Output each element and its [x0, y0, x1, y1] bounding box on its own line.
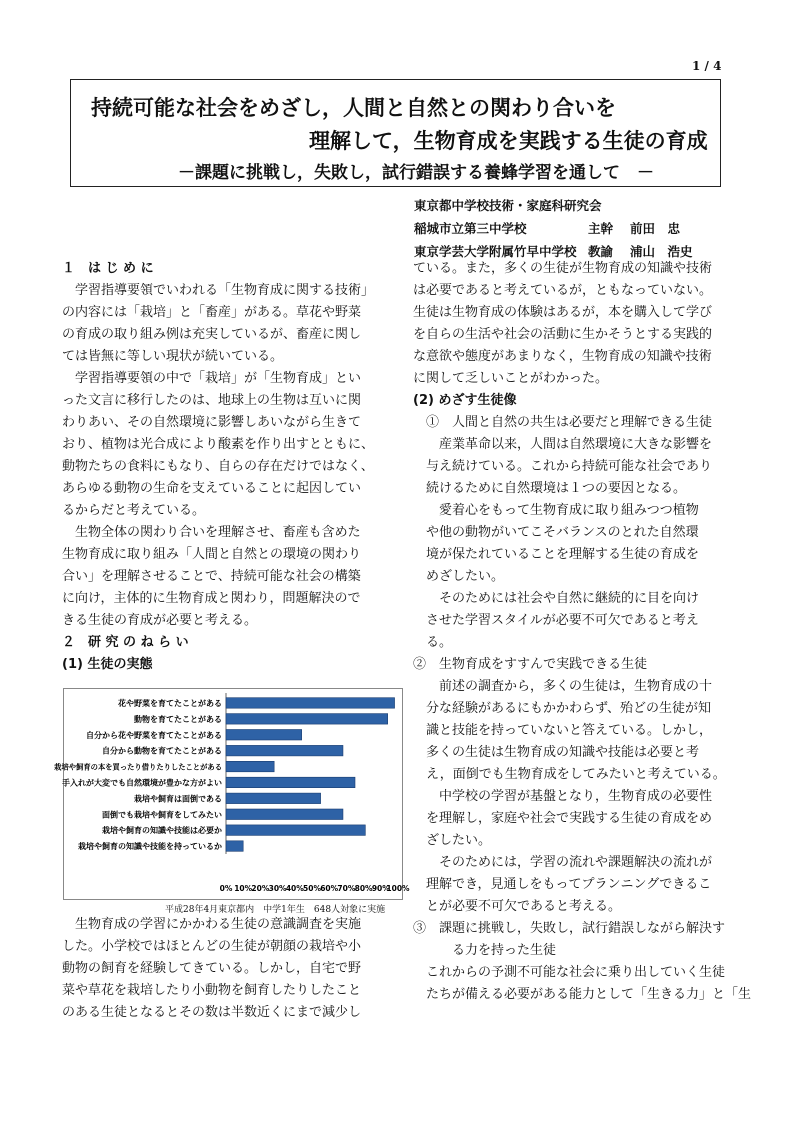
text-line: 識と技能を持っていないと答えている。しかし， — [413, 723, 713, 738]
text-line: あらゆる動物の生命を支えていることに起因してい — [62, 481, 362, 496]
section-heading: ２ 研 究 の ね ら い — [62, 635, 189, 650]
text-line: ② 生物育成をすすんで実践できる生徒 — [413, 657, 648, 672]
bar — [226, 761, 274, 772]
text-line: え，面倒でも生物育成をしてみたいと考えている。 — [413, 767, 726, 782]
text-line: 中学校の学習が基盤となり，生物育成の必要性 — [413, 789, 713, 804]
category-label: 自分から動物を育てたことがある — [102, 746, 222, 756]
text-line: たちが備える必要がある能力として「生きる力」と「生 — [413, 987, 752, 1002]
text-line: 続けるために自然環境は１つの要因となる。 — [413, 481, 687, 496]
bar — [226, 730, 302, 741]
text-line: は必要であると考えているが，ともなっていない。 — [413, 283, 713, 298]
text-line: した。小学校ではほとんどの生徒が朝顔の栽培や小 — [62, 939, 362, 954]
title-box — [70, 79, 721, 187]
text-line: 与え続けている。これから持続可能な社会であり — [413, 459, 713, 474]
text-line: を自らの生活や社会の活動に生かそうとする実践的 — [413, 327, 713, 342]
left-column — [62, 258, 374, 676]
x-tick-label: 50% — [303, 884, 321, 893]
text-line: な意欲や態度があまりなく，生物育成の知識や技術 — [413, 349, 712, 364]
bar — [226, 698, 395, 709]
text-line: の育成の取り組み例は充実しているが、畜産に関し — [62, 327, 362, 342]
section-heading: (2) めざす生徒像 — [413, 393, 517, 408]
section-heading: (1) 生徒の実態 — [62, 657, 153, 672]
x-tick-label: 30% — [268, 884, 287, 893]
left-column-continued — [62, 914, 361, 1024]
category-label: 自分から花や野菜を育てたことがある — [86, 730, 222, 740]
bar — [226, 714, 388, 725]
text-line: や他の動物がいてこそバランスのとれた自然環 — [413, 525, 699, 540]
category-label: 栽培や飼育は面倒である — [134, 794, 222, 804]
author-role: 教諭 — [588, 244, 614, 259]
text-line: おり、植物は光合成により酸素を作り出すとともに、 — [62, 437, 375, 452]
text-line: る。 — [413, 635, 453, 650]
text-line: 学習指導要領の中で「栽培」が「生物育成」とい — [62, 371, 362, 386]
text-line: これからの予測不可能な社会に乗り出していく生徒 — [413, 965, 726, 980]
text-line: ③ 課題に挑戦し，失敗し，試行錯誤しながら解決す — [413, 921, 726, 936]
x-tick-label: 10% — [234, 884, 253, 893]
text-line: ては皆無に等しい現状が続いている。 — [62, 349, 284, 364]
text-line: を理解し，家庭や社会で実践する生徒の育成をめ — [413, 811, 713, 826]
text-line: 前述の調査から，多くの生徒は，生物育成の十 — [413, 679, 713, 694]
right-column — [413, 258, 751, 1006]
text-line: ざしたい。 — [413, 833, 492, 848]
text-line: 生物育成に取り組み「人間と自然との環境の関わり — [62, 547, 362, 562]
author-row-1 — [414, 219, 724, 237]
text-line: 生物全体の関わり合いを理解させ、畜産も含めた — [62, 525, 361, 540]
x-tick-label: 40% — [285, 884, 304, 893]
x-tick-label: 90% — [371, 884, 390, 893]
x-tick-label: 20% — [251, 884, 270, 893]
title-line-1: 持続可能な社会をめざし，人間と自然との関わり合いを — [91, 96, 616, 120]
text-line: ている。また，多くの生徒が生物育成の知識や技術 — [413, 261, 713, 276]
category-label: 動物を育てたことがある — [134, 714, 222, 724]
text-line: るからだと考えている。 — [62, 503, 206, 518]
text-line: る力を持った生徒 — [413, 943, 557, 958]
x-tick-label: 100% — [386, 884, 410, 893]
x-tick-label: 0% — [219, 884, 233, 893]
subtitle: －課題に挑戦し，失敗し，試行錯誤する養蜂学習を通して － — [178, 163, 654, 183]
bar — [226, 841, 243, 852]
chart-caption: 平成28年4月東京都内 中学1年生 648人対象に実施 — [165, 905, 386, 915]
text-line: そのためには，学習の流れや課題解決の流れが — [413, 855, 713, 870]
author-role: 主幹 — [588, 221, 614, 236]
author-school: 東京学芸大学附属竹早中学校 — [414, 244, 577, 259]
category-label: 手入れが大変でも自然環境が豊かな方がよい — [62, 778, 222, 788]
author-name: 浦山 浩史 — [630, 244, 693, 259]
title-line-2: 理解して，生物育成を実践する生徒の育成 — [309, 129, 708, 153]
text-line: わりあい、その自然環境に影響しあいながら生きて — [62, 415, 362, 430]
category-label: 面倒でも栽培や飼育をしてみたい — [102, 810, 222, 820]
text-line: させた学習スタイルが必要不可欠であると考え — [413, 613, 699, 628]
author-org: 東京都中学校技術・家庭科研究会 — [414, 198, 602, 213]
text-line: の内容には「栽培」と「畜産」がある。草花や野菜 — [62, 305, 362, 320]
x-tick-label: 80% — [354, 884, 373, 893]
text-line: 理解でき，見通しをもってプランニングできるこ — [413, 877, 712, 892]
text-line: に関して乏しいことがわかった。 — [413, 371, 609, 386]
category-label: 栽培や飼育の本を買ったり借りたりしたことがある — [54, 762, 222, 772]
author-school: 稲城市立第三中学校 — [414, 221, 527, 236]
text-line: 分な経験があるにもかかわらず、殆どの生徒が知 — [413, 701, 711, 716]
author-name: 前田 忠 — [630, 221, 681, 236]
text-line: に向け，主体的に生物育成と関わり，問題解決ので — [62, 591, 361, 606]
text-line: そのためには社会や自然に継続的に目を向け — [413, 591, 700, 606]
category-label: 栽培や飼育の知識や技能を持っているか — [78, 842, 222, 852]
text-line: 合い」を理解させることで、持続可能な社会の構築 — [62, 569, 361, 584]
text-line: 多くの生徒は生物育成の知識や技能は必要と考 — [413, 745, 700, 760]
category-label: 栽培や飼育の知識や技能は必要か — [102, 826, 222, 836]
section-heading: １ は じ め に — [62, 261, 154, 276]
text-line: とが必要不可欠であると考える。 — [413, 899, 622, 914]
text-line: った文言に移行したのは、地球上の生物は互いに関 — [62, 393, 362, 408]
x-tick-label: 60% — [320, 884, 339, 893]
text-line: 境が保たれていることを理解する生徒の育成を — [413, 547, 700, 562]
text-line: のある生徒となるとその数は半数近くにまで減少し — [62, 1005, 362, 1020]
text-line: 愛着心をもって生物育成に取り組みつつ植物 — [413, 503, 699, 518]
bar — [226, 777, 355, 788]
category-label: 花や野菜を育てたことがある — [118, 698, 222, 708]
text-line: 動物たちの食料にもなり、自らの存在だけではなく、 — [62, 459, 374, 474]
bar — [226, 825, 365, 836]
text-line: 菜や草花を栽培したり小動物を飼育したりしたこと — [62, 983, 362, 998]
page-number: 1 / 4 — [692, 59, 722, 73]
survey-chart — [54, 688, 410, 900]
bar — [226, 745, 343, 756]
bar — [226, 793, 321, 804]
text-line: 産業革命以来，人間は自然環境に大きな影響を — [413, 437, 713, 452]
text-line: 学習指導要領でいわれる「生物育成に関する技術」 — [62, 283, 375, 298]
text-line: 生徒は生物育成の体験はあるが，本を購入して学び — [413, 305, 713, 320]
text-line: きる生徒の育成が必要と考える。 — [62, 613, 258, 628]
text-line: ① 人間と自然の共生は必要だと理解できる生徒 — [413, 415, 713, 430]
bar — [226, 809, 343, 820]
text-line: 動物の飼育を経験してきている。しかし，自宅で野 — [62, 961, 362, 976]
text-line: 生物育成の学習にかかわる生徒の意識調査を実施 — [62, 917, 362, 932]
x-tick-label: 70% — [337, 884, 356, 893]
chart-svg — [54, 689, 410, 899]
text-line: めざしたい。 — [413, 569, 505, 584]
